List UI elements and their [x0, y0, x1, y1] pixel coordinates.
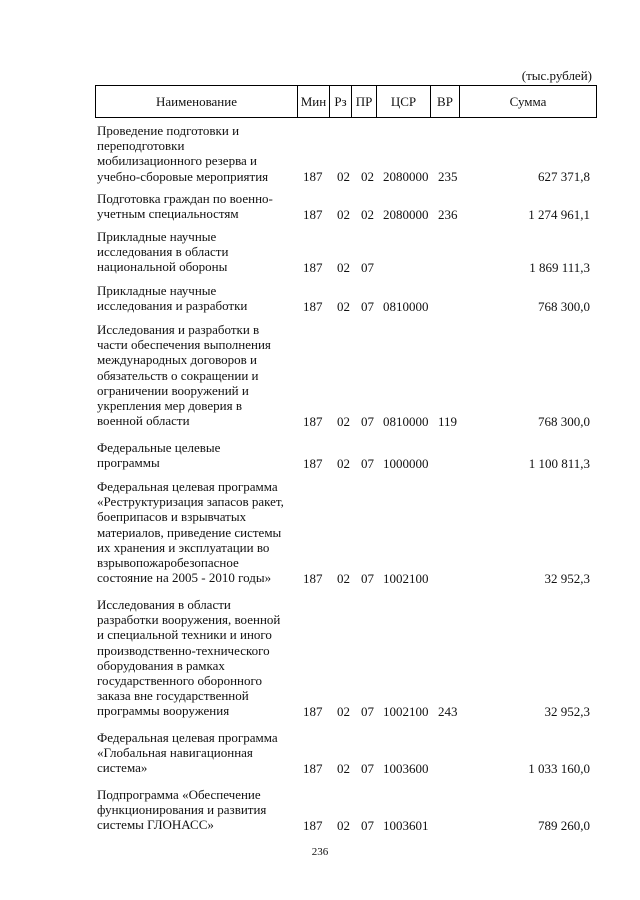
row-rz: 02: [337, 455, 350, 471]
row-min: 187: [303, 298, 323, 314]
row-csr: 1003600: [383, 760, 429, 776]
row-name: Федеральные целевые программы: [97, 440, 221, 471]
row-name: Федеральная целевая программа «Реструктуризация запасов ракет, боеприпасов и взрывчатых материалов, приведение системы их хранения и эксплуатации во взрывопожаробезопасное состояние на 2005 - 2010 годы»: [97, 479, 284, 586]
table-row: [0, 479, 640, 586]
row-sum: 32 952,3: [544, 703, 590, 719]
row-name: Прикладные научные исследования в области национальной обороны: [97, 229, 229, 275]
row-pr: 07: [361, 298, 374, 314]
row-csr: 0810000: [383, 298, 429, 314]
row-sum: 1 274 961,1: [528, 206, 590, 222]
row-sum: 627 371,8: [538, 168, 590, 184]
table-row: [0, 123, 640, 184]
row-sum: 789 260,0: [538, 817, 590, 833]
row-min: 187: [303, 570, 323, 586]
page-number: 236: [311, 846, 329, 858]
row-vr: 236: [438, 206, 458, 222]
row-min: 187: [303, 168, 323, 184]
row-sum: 32 952,3: [544, 570, 590, 586]
row-min: 187: [303, 455, 323, 471]
row-rz: 02: [337, 703, 350, 719]
row-rz: 02: [337, 259, 350, 275]
table-row: [0, 191, 640, 222]
header-name: Наименование: [96, 86, 298, 118]
row-sum: 768 300,0: [538, 413, 590, 429]
row-csr: 2080000: [383, 168, 429, 184]
table-row: [0, 787, 640, 833]
row-pr: 07: [361, 570, 374, 586]
header-csr: ЦСР: [377, 86, 431, 118]
row-name: Проведение подготовки и переподготовки мобилизационного резерва и учебно-сборовые мероприятия: [97, 123, 269, 184]
header-min: Мин: [298, 86, 330, 118]
row-rz: 02: [337, 570, 350, 586]
row-min: 187: [303, 413, 323, 429]
row-pr: 07: [361, 413, 374, 429]
row-pr: 07: [361, 817, 374, 833]
table-row: [0, 440, 640, 471]
table-row: [0, 229, 640, 275]
row-vr: 119: [438, 413, 458, 429]
header-rz: Рз: [330, 86, 352, 118]
row-pr: 02: [361, 168, 374, 184]
row-pr: 02: [361, 206, 374, 222]
row-rz: 02: [337, 817, 350, 833]
row-csr: 1002100: [383, 703, 429, 719]
row-sum: 1 033 160,0: [528, 760, 590, 776]
header-sum: Сумма: [460, 86, 597, 118]
row-vr: 243: [438, 703, 458, 719]
row-csr: 0810000: [383, 413, 429, 429]
row-name: Прикладные научные исследования и разработки: [97, 283, 248, 314]
row-name: Исследования и разработки в части обеспечения выполнения международных договоров и обязательств о сокращении и ограничении вооружений и укрепления мер доверия в военной области: [97, 322, 271, 429]
table-row: [0, 597, 640, 719]
row-min: 187: [303, 760, 323, 776]
row-pr: 07: [361, 760, 374, 776]
row-name: Исследования в области разработки вооружения, военной и специальной техники и иного производственно-технического оборудования в рамках государственного оборонного заказа вне государственной программы вооружения: [97, 597, 281, 719]
row-rz: 02: [337, 760, 350, 776]
row-min: 187: [303, 206, 323, 222]
row-min: 187: [303, 817, 323, 833]
row-name: Подпрограмма «Обеспечение функционирования и развития системы ГЛОНАСС»: [97, 787, 267, 833]
table-row: [0, 283, 640, 314]
table-header: [95, 85, 597, 118]
header-vr: ВР: [431, 86, 460, 118]
row-pr: 07: [361, 259, 374, 275]
row-pr: 07: [361, 455, 374, 471]
row-sum: 1 100 811,3: [528, 455, 590, 471]
row-rz: 02: [337, 206, 350, 222]
row-pr: 07: [361, 703, 374, 719]
row-name: Федеральная целевая программа «Глобальная навигационная система»: [97, 730, 278, 776]
row-csr: 1000000: [383, 455, 429, 471]
row-rz: 02: [337, 168, 350, 184]
row-csr: 1002100: [383, 570, 429, 586]
table-row: [0, 322, 640, 429]
row-vr: 235: [438, 168, 458, 184]
row-csr: 1003601: [383, 817, 429, 833]
row-rz: 02: [337, 413, 350, 429]
row-name: Подготовка граждан по военно- учетным специальностям: [97, 191, 273, 222]
row-rz: 02: [337, 298, 350, 314]
units-label: (тыс.рублей): [521, 68, 592, 83]
row-sum: 768 300,0: [538, 298, 590, 314]
row-sum: 1 869 111,3: [529, 259, 590, 275]
header-pr: ПР: [352, 86, 377, 118]
row-min: 187: [303, 259, 323, 275]
row-min: 187: [303, 703, 323, 719]
row-csr: 2080000: [383, 206, 429, 222]
table-row: [0, 730, 640, 776]
